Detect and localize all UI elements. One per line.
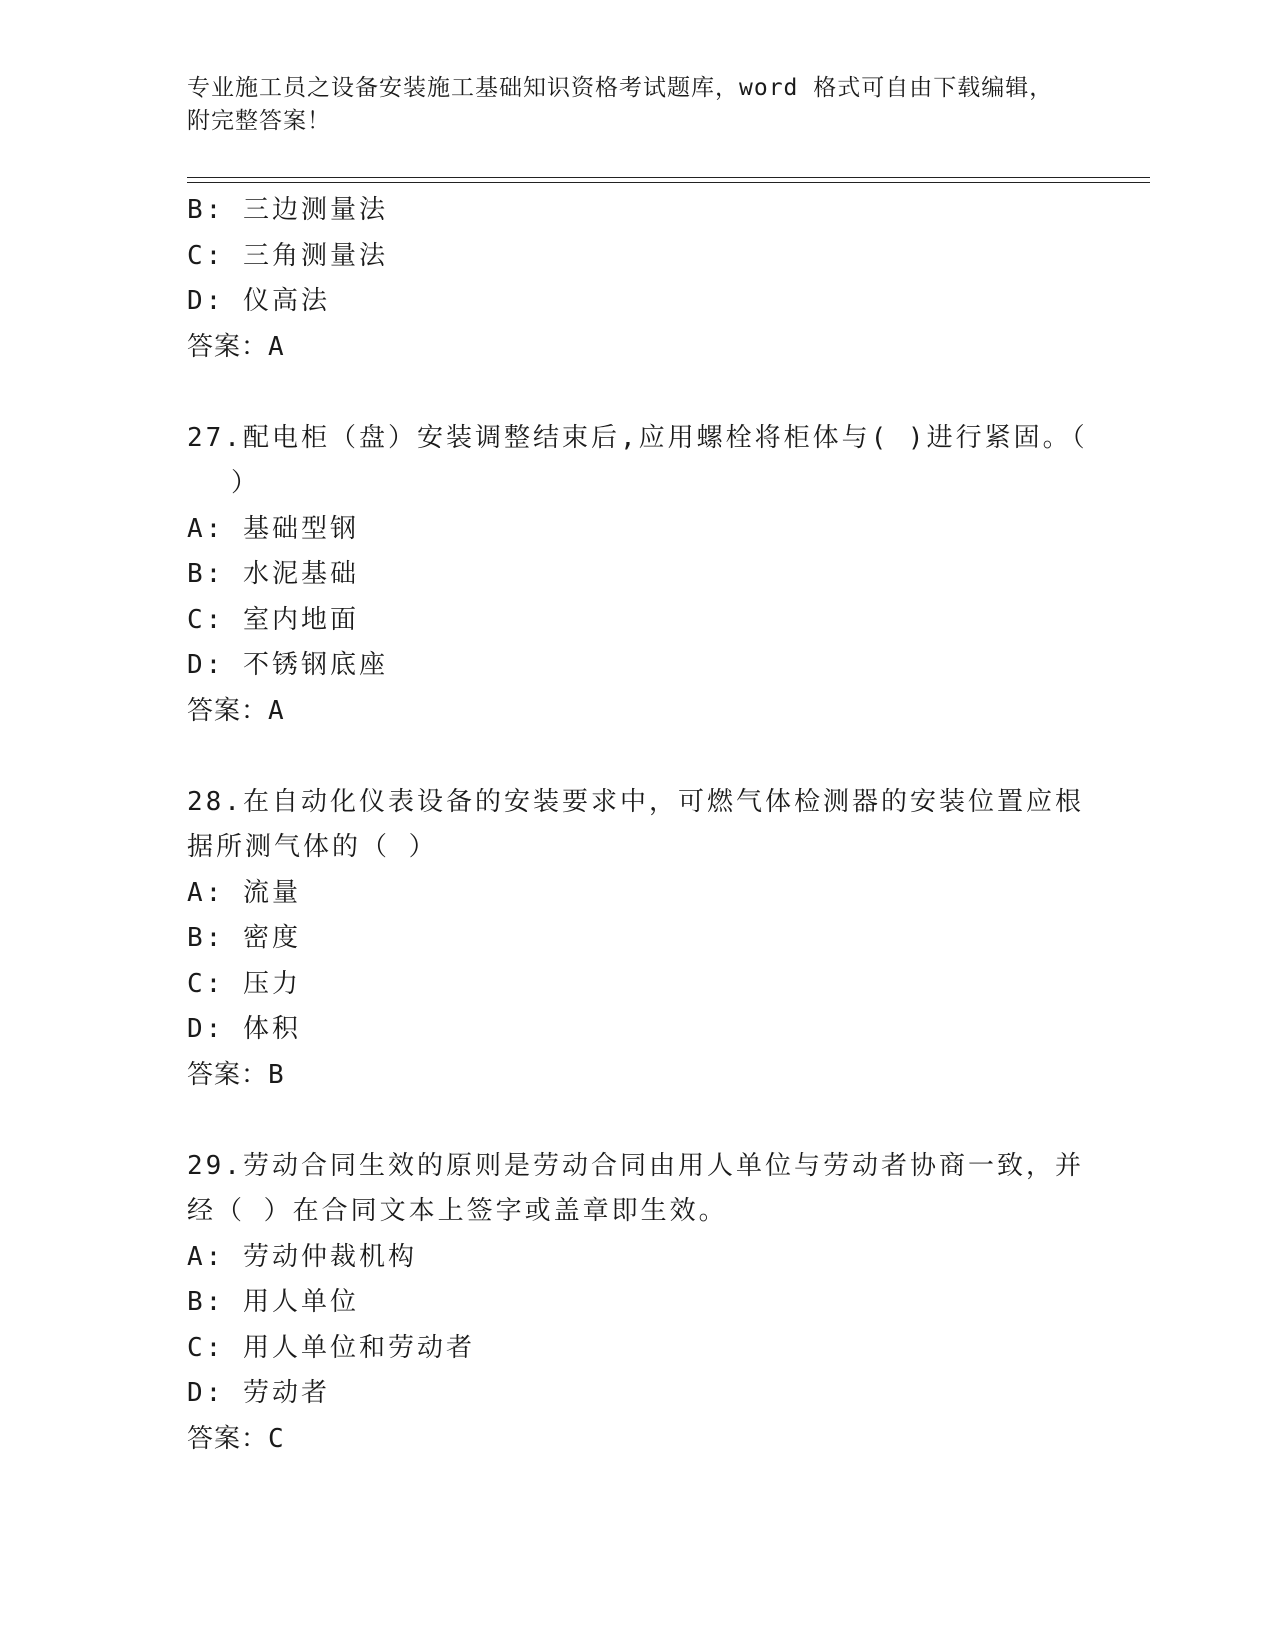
option-text: 三边测量法 (242, 195, 388, 225)
answer-line (187, 689, 1087, 735)
question-27 (187, 416, 1087, 735)
answer-line (187, 325, 1087, 371)
option-text: 基础型钢 (242, 513, 359, 544)
header-line-2: 附完整答案！ (187, 108, 331, 134)
question-26-tail (187, 188, 1087, 370)
question-28 (187, 780, 1087, 1099)
option-text: 体积 (242, 1014, 301, 1044)
option-key: C: (187, 968, 225, 999)
answer-value: B (268, 1059, 285, 1090)
header-line-1: 专业施工员之设备安装施工基础知识资格考试题库，word 格式可自由下载编辑， (187, 75, 1054, 101)
option-d (187, 1007, 1087, 1053)
option-text: 三角测量法 (242, 240, 388, 271)
option-text: 室内地面 (242, 604, 359, 635)
option-key: A: (187, 513, 225, 544)
option-key: D: (187, 650, 225, 680)
question-29 (187, 1144, 1087, 1463)
option-key: C: (187, 240, 225, 271)
option-text: 劳动仲裁机构 (242, 1241, 417, 1272)
question-stem-line-1: 28.在自动化仪表设备的安装要求中，可燃气体检测器的安装位置应根 (187, 786, 1084, 817)
option-key: D: (187, 1378, 225, 1408)
option-key: B: (187, 923, 225, 953)
header-divider-bottom (187, 182, 1150, 183)
option-text: 不锈钢底座 (242, 650, 388, 680)
option-text: 水泥基础 (242, 559, 359, 589)
question-stem-line-2: 经（ ）在合同文本上签字或盖章即生效。 (187, 1196, 728, 1226)
question-stem-line-1: 29.劳动合同生效的原则是劳动合同由用人单位与劳动者协商一致，并 (187, 1150, 1084, 1181)
option-text: 用人单位和劳动者 (242, 1332, 475, 1363)
option-text: 密度 (242, 923, 301, 953)
option-d (187, 643, 1087, 689)
answer-line (187, 1417, 1087, 1463)
option-text: 流量 (242, 877, 301, 908)
option-key: C: (187, 1332, 225, 1363)
option-c (187, 234, 1087, 280)
page-header (187, 72, 1067, 138)
answer-label: 答案： (187, 1423, 269, 1454)
answer-label: 答案： (187, 331, 269, 362)
spacer (187, 1098, 1087, 1144)
question-stem-line-2: ） (231, 468, 261, 498)
question-list (187, 188, 1087, 1462)
spacer (187, 734, 1087, 780)
option-b (187, 188, 1087, 234)
option-key: B: (187, 195, 225, 225)
answer-value: A (268, 331, 285, 362)
option-a (187, 871, 1087, 917)
option-key: A: (187, 1241, 225, 1272)
option-text: 压力 (242, 968, 301, 999)
option-d (187, 1371, 1087, 1417)
answer-line (187, 1053, 1087, 1099)
option-key: D: (187, 286, 225, 316)
option-text: 劳动者 (242, 1378, 330, 1408)
question-stem-line-1: 27.配电柜（盘）安装调整结束后,应用螺栓将柜体与( )进行紧固。（ (187, 422, 1088, 453)
answer-value: A (268, 695, 285, 726)
option-b (187, 1280, 1087, 1326)
option-a (187, 1235, 1087, 1281)
answer-label: 答案： (187, 1059, 269, 1090)
option-key: B: (187, 1287, 225, 1317)
answer-label: 答案： (187, 695, 269, 726)
option-key: C: (187, 604, 225, 635)
option-b (187, 916, 1087, 962)
option-key: A: (187, 877, 225, 908)
answer-value: C (268, 1423, 285, 1454)
header-divider-top (187, 177, 1150, 178)
option-c (187, 1326, 1087, 1372)
option-c (187, 962, 1087, 1008)
option-a (187, 507, 1087, 553)
option-key: D: (187, 1014, 225, 1044)
spacer (187, 370, 1087, 416)
option-d (187, 279, 1087, 325)
option-b (187, 552, 1087, 598)
option-text: 仪高法 (242, 286, 330, 316)
question-stem-line-2: 据所测气体的（ ） (187, 832, 438, 862)
option-key: B: (187, 559, 225, 589)
option-text: 用人单位 (242, 1287, 359, 1317)
option-c (187, 598, 1087, 644)
